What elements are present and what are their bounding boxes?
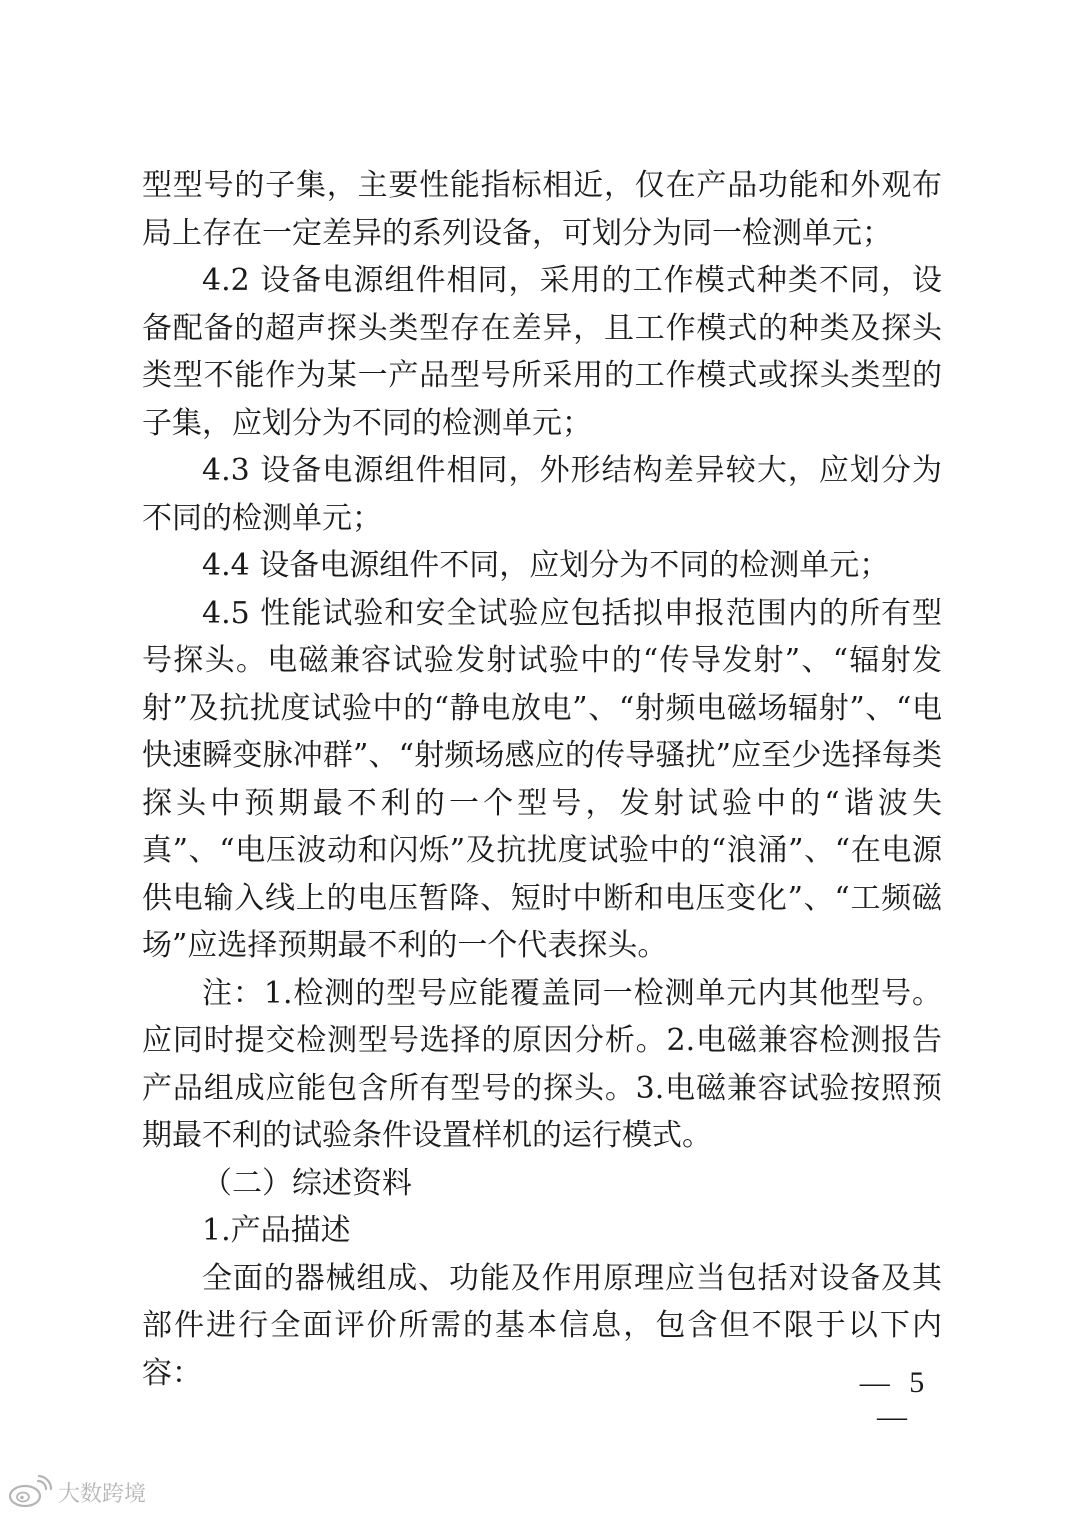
paragraph-continuation: 型型号的子集，主要性能指标相近，仅在产品功能和外观布局上存在一定差异的系列设备，可划分为同一检测单元；: [142, 168, 942, 251]
watermark-text: 大数跨境: [58, 1481, 147, 1507]
paragraph-4-4: 4.4 设备电源组件不同，应划分为不同的检测单元；: [202, 548, 890, 583]
body-text: [142, 162, 942, 1397]
paragraph-description: 全面的器械组成、功能及作用原理应当包括对设备及其部件进行全面评价所需的基本信息，包含但不限于以下内容：: [142, 1260, 942, 1391]
subsection-heading: 1.产品描述: [202, 1213, 351, 1248]
section-heading: （二）综述资料: [202, 1165, 412, 1201]
paragraph-note: 注：1.检测的型号应能覆盖同一检测单元内其他型号。应同时提交检测型号选择的原因分析。2.电磁兼容检测报告产品组成应能包含所有型号的探头。3.电磁兼容试验按照预期最不利的试验条件设置样机的运行模式。: [142, 975, 942, 1153]
page-number: — 5 —: [859, 1366, 931, 1433]
paragraph-4-3: 4.3 设备电源组件相同，外形结构差异较大，应划分为不同的检测单元；: [142, 453, 942, 536]
paragraph-4-2: 4.2 设备电源组件相同，采用的工作模式种类不同，设备配备的超声探头类型存在差异，且工作模式的种类及探头类型不能作为某一产品型号所采用的工作模式或探头类型的子集，应划分为不同的检测单元；: [142, 263, 942, 441]
watermark: [8, 1470, 146, 1514]
paragraph-4-5: 4.5 性能试验和安全试验应包括拟申报范围内的所有型号探头。电磁兼容试验发射试验中的“传导发射”、“辐射发射”及抗扰度试验中的“静电放电”、“射频电磁场辐射”、“电快速瞬变脉冲群”、“射频场感应的传导骚扰”应至少选择每类探头中预期最不利的一个型号，发射试验中的“谐波失真”、“电压波动和闪烁”及抗扰度试验中的“浪涌”、“在电源供电输入线上的电压暂降、短时中断和电压变化”、“工频磁场”应选择预期最不利的一个代表探头。: [142, 595, 942, 963]
weibo-logo-icon: [8, 1475, 52, 1509]
